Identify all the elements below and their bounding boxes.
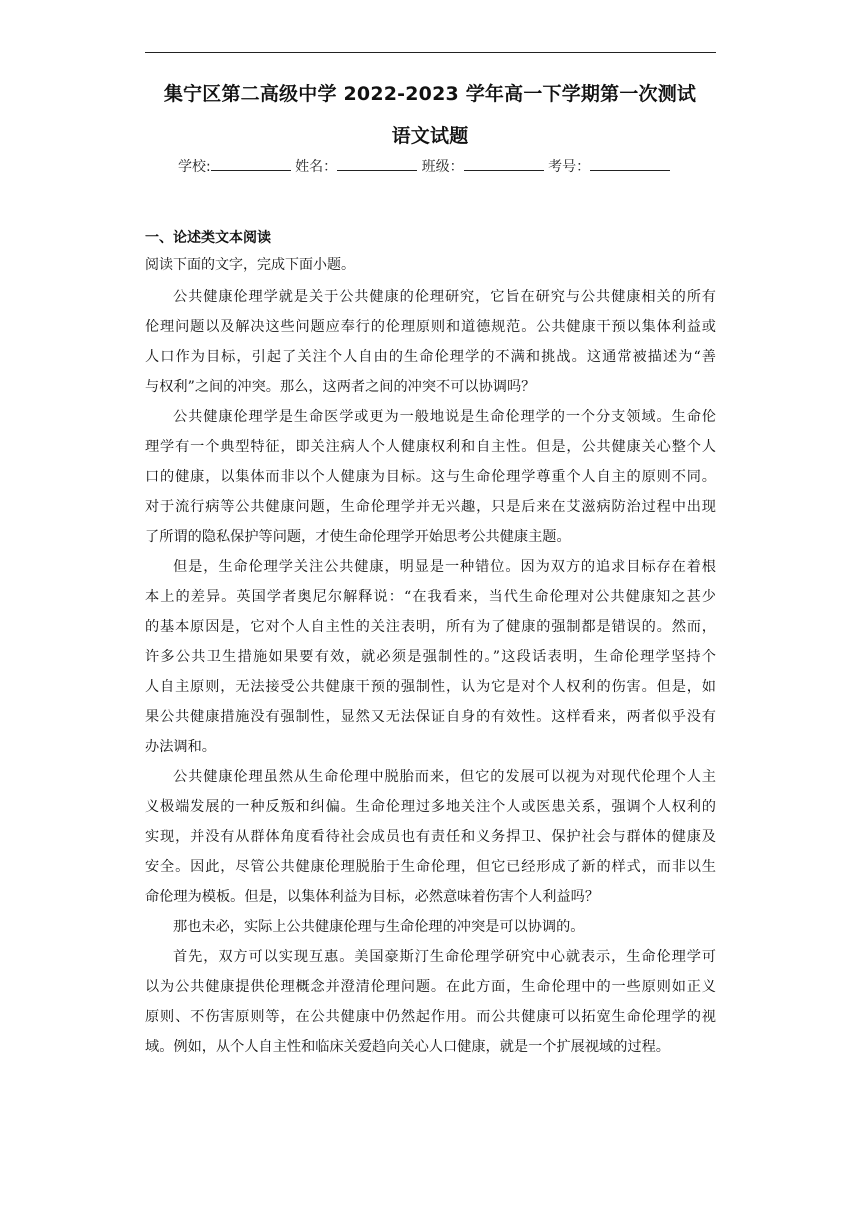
- name-blank[interactable]: [337, 158, 417, 171]
- passage-body: [145, 286, 716, 1066]
- passage-line: 办法调和。: [145, 739, 216, 755]
- class-blank[interactable]: [464, 158, 544, 171]
- passage-line: 义极端发展的一种反叛和纠偏。生命伦理过多地关注个人或医患关系，强调个人权利的: [145, 799, 716, 815]
- passage-line: 许多公共卫生措施如果要有效，就必须是强制性的。”这段话表明，生命伦理学坚持个: [145, 649, 716, 665]
- passage-line: 那也未必，实际上公共健康伦理与生命伦理的冲突是可以协调的。: [173, 919, 585, 935]
- exam-no-label: 考号：: [548, 159, 591, 175]
- class-label: 班级：: [421, 159, 464, 175]
- passage-line: 对于流行病等公共健康问题，生命伦理学并无兴趣，只是后来在艾滋病防治过程中出现: [145, 499, 716, 515]
- student-info-row: [178, 156, 670, 176]
- passage-line: 但是，生命伦理学关注公共健康，明显是一种错位。因为双方的追求目标存在着根: [173, 559, 716, 575]
- exam-no-blank[interactable]: [590, 158, 670, 171]
- passage-line: 实现，并没有从群体角度看待社会成员也有责任和义务捍卫、保护社会与群体的健康及: [145, 829, 716, 845]
- passage-line: 理学有一个典型特征，即关注病人个人健康权利和自主性。但是，公共健康关心整个人: [145, 439, 716, 455]
- passage-line: 果公共健康措施没有强制性，显然又无法保证自身的有效性。这样看来，两者似乎没有: [145, 709, 716, 725]
- passage-line: 人自主原则，无法接受公共健康干预的强制性，认为它是对个人权利的伤害。但是，如: [145, 679, 716, 695]
- section-instruction: 阅读下面的文字，完成下面小题。: [145, 257, 355, 273]
- passage-line: 与权利”之间的冲突。那么，这两者之间的冲突不可以协调吗？: [145, 379, 536, 395]
- document-subtitle: 语文试题: [391, 125, 469, 147]
- passage-line: 口的健康，以集体而非以个人健康为目标。这与生命伦理学尊重个人自主的原则不同。: [145, 469, 716, 485]
- passage-line: 安全。因此，尽管公共健康伦理脱胎于生命伦理，但它已经形成了新的样式，而非以生: [145, 859, 716, 875]
- section-heading: 一、论述类文本阅读: [145, 230, 271, 246]
- passage-line: 首先，双方可以实现互惠。美国豪斯汀生命伦理学研究中心就表示，生命伦理学可: [173, 949, 716, 965]
- school-label: 学校:: [178, 159, 211, 175]
- top-rule: [145, 52, 716, 53]
- passage-line: 人口作为目标，引起了关注个人自由的生命伦理学的不满和挑战。这通常被描述为“善: [145, 349, 716, 365]
- passage-line: 命伦理为模板。但是，以集体利益为目标，必然意味着伤害个人利益吗？: [145, 889, 600, 905]
- passage-line: 公共健康伦理学就是关于公共健康的伦理研究，它旨在研究与公共健康相关的所有: [173, 289, 716, 305]
- school-blank[interactable]: [211, 158, 291, 171]
- passage-line: 原则、不伤害原则等，在公共健康中仍然起作用。而公共健康可以拓宽生命伦理学的视: [145, 1009, 716, 1025]
- passage-line: 了所谓的隐私保护等问题，才使生命伦理学开始思考公共健康主题。: [145, 529, 571, 545]
- passage-line: 本上的差异。英国学者奥尼尔解释说：“在我看来，当代生命伦理对公共健康知之甚少: [145, 589, 716, 605]
- passage-line: 的基本原因是，它对个人自主性的关注表明，所有为了健康的强制都是错误的。然而，: [145, 619, 716, 635]
- name-label: 姓名：: [295, 159, 338, 175]
- passage-line: 公共健康伦理虽然从生命伦理中脱胎而来，但它的发展可以视为对现代伦理个人主: [173, 769, 716, 785]
- passage-line: 域。例如，从个人自主性和临床关爱趋向关心人口健康，就是一个扩展视域的过程。: [145, 1039, 670, 1055]
- passage-line: 以为公共健康提供伦理概念并澄清伦理问题。在此方面，生命伦理中的一些原则如正义: [145, 979, 716, 995]
- passage-line: 伦理问题以及解决这些问题应奉行的伦理原则和道德规范。公共健康干预以集体利益或: [145, 319, 716, 335]
- document-title: 集宁区第二高级中学 2022-2023 学年高一下学期第一次测试: [163, 83, 697, 105]
- passage-line: 公共健康伦理学是生命医学或更为一般地说是生命伦理学的一个分支领域。生命伦: [173, 409, 716, 425]
